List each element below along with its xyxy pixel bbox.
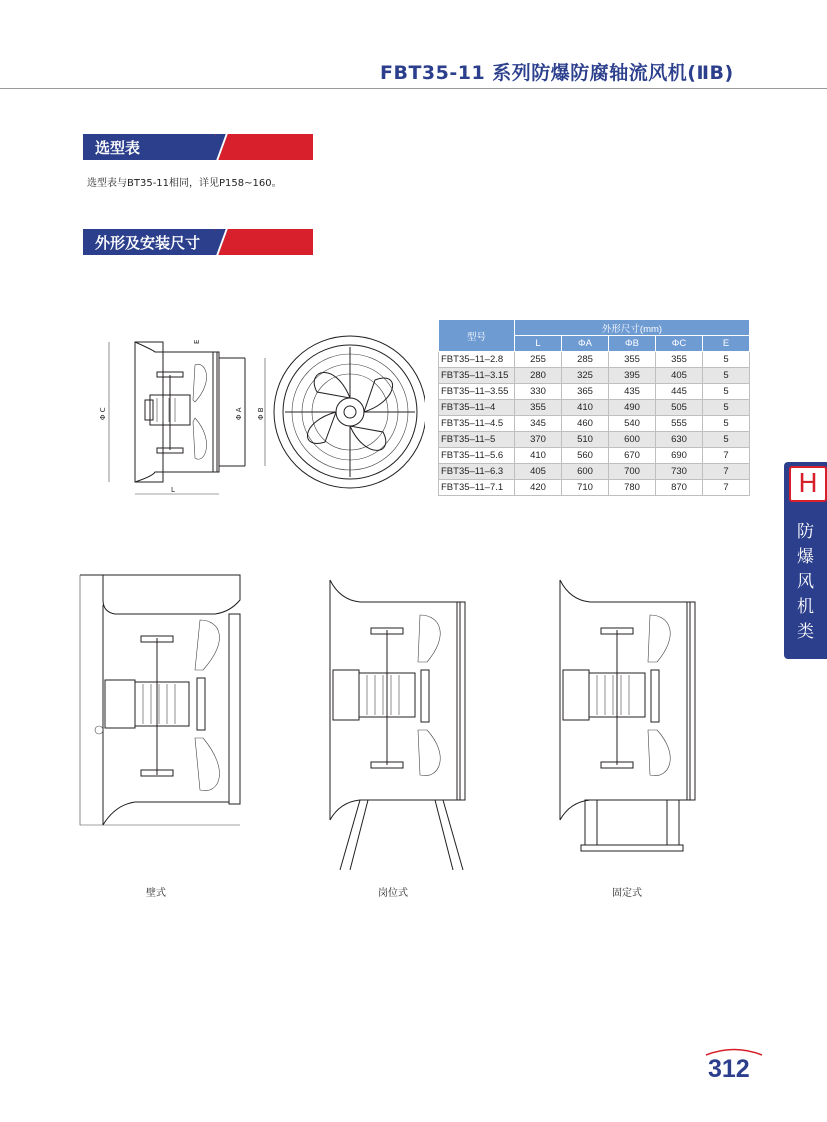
table-cell: 370 [515,432,562,448]
table-cell: 780 [609,480,656,496]
table-cell: 435 [609,384,656,400]
category-label: 防 爆 风 机 类 [797,522,814,642]
page-number: 312 [708,1055,750,1083]
table-cell: 690 [656,448,703,464]
table-cell: 730 [656,464,703,480]
table-cell: 7 [703,480,750,496]
table-row [439,400,750,416]
table-col-header: ΦA [562,336,609,352]
table-cell: 630 [656,432,703,448]
section-title: 外形及安装尺寸 [95,234,201,252]
table-cell: 280 [515,368,562,384]
table-cell: 460 [562,416,609,432]
table-cell: 555 [656,416,703,432]
table-cell: 5 [703,368,750,384]
table-cell: 255 [515,352,562,368]
label-phi-a: Φ A [235,407,243,420]
fixed-mount-illustration [560,580,695,851]
table-cell: FBT35–11–4 [439,400,515,416]
table-cell: 7 [703,448,750,464]
pedestal-mount-illustration [330,580,465,870]
label-phi-b: Φ B [257,407,265,420]
table-row [439,448,750,464]
table-cell: 670 [609,448,656,464]
table-cell: 5 [703,432,750,448]
table-cell: 395 [609,368,656,384]
table-cell: 445 [656,384,703,400]
table-row [439,480,750,496]
table-cell: 700 [609,464,656,480]
table-cell: 5 [703,384,750,400]
label-e: E [193,339,201,344]
table-col-header: L [515,336,562,352]
table-cell: FBT35–11–3.15 [439,368,515,384]
caption-fixed-mount: 固定式 [612,888,642,899]
table-row [439,464,750,480]
table-col-header: ΦC [656,336,703,352]
table-cell: 365 [562,384,609,400]
label-phi-c: Φ C [99,407,107,420]
table-cell: 410 [562,400,609,416]
table-cell: 540 [609,416,656,432]
table-cell: 345 [515,416,562,432]
page-header-title: FBT35-11 系列防爆防腐轴流风机(ⅡB) [380,62,734,84]
dimension-drawing [95,330,425,500]
table-cell: 285 [562,352,609,368]
section-title: 选型表 [95,139,141,157]
table-row [439,384,750,400]
table-cell: FBT35–11–6.3 [439,464,515,480]
table-cell: 325 [562,368,609,384]
table-cell: 505 [656,400,703,416]
dimension-table [438,319,750,496]
table-cell: 330 [515,384,562,400]
table-row [439,432,750,448]
table-cell: FBT35–11–5.6 [439,448,515,464]
table-cell: 560 [562,448,609,464]
table-cell: 510 [562,432,609,448]
header-divider [0,88,827,89]
table-cell: 490 [609,400,656,416]
table-cell: 600 [609,432,656,448]
table-cell: 420 [515,480,562,496]
table-cell: 405 [515,464,562,480]
table-cell: 5 [703,416,750,432]
mounting-illustrations [75,570,715,870]
wall-mount-illustration [80,575,240,825]
caption-wall-mount: 壁式 [146,888,166,899]
table-cell: 5 [703,400,750,416]
table-cell: 410 [515,448,562,464]
table-cell: FBT35–11–3.55 [439,384,515,400]
table-header-group: 外形尺寸(mm) [515,320,750,336]
table-cell: 355 [656,352,703,368]
table-header-model: 型号 [439,320,515,352]
table-cell: 710 [562,480,609,496]
table-cell: 405 [656,368,703,384]
table-cell: FBT35–11–2.8 [439,352,515,368]
table-row [439,368,750,384]
section-heading-dimensions [83,229,313,255]
table-cell: 600 [562,464,609,480]
table-cell: FBT35–11–4.5 [439,416,515,432]
front-view-drawing [274,336,425,488]
table-row [439,416,750,432]
table-cell: FBT35–11–5 [439,432,515,448]
table-row [439,352,750,368]
table-cell: 355 [609,352,656,368]
label-l: L [171,486,175,494]
table-cell: 870 [656,480,703,496]
caption-pedestal-mount: 岗位式 [378,888,408,899]
category-letter: H [789,466,827,502]
table-cell: 355 [515,400,562,416]
selection-note: 选型表与BT35-11相同，详见P158~160。 [87,178,282,189]
table-cell: 7 [703,464,750,480]
table-cell: FBT35–11–7.1 [439,480,515,496]
section-heading-selection [83,134,313,160]
table-cell: 5 [703,352,750,368]
table-col-header: ΦB [609,336,656,352]
table-col-header: E [703,336,750,352]
